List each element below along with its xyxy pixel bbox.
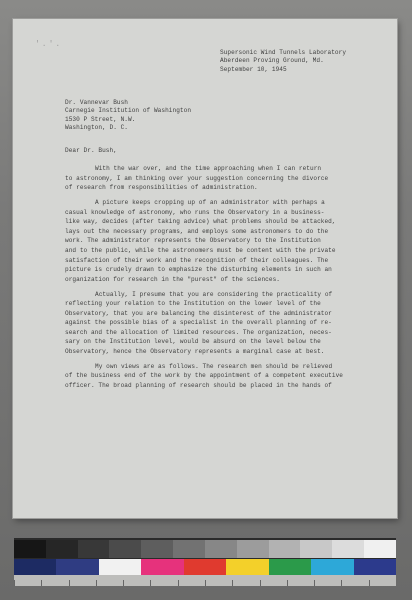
- color-patch-strip: [14, 559, 396, 575]
- text-line: casual knowledge of astronomy, who runs the Observatory in a business-: [65, 208, 325, 216]
- gray-patch: [109, 540, 141, 558]
- text-line: like way, decides (after taking advice) what problems should be attacked,: [65, 218, 336, 226]
- gray-patch: [364, 540, 396, 558]
- gray-patch: [78, 540, 110, 558]
- text-line: Actually, I presume that you are considering the practicality of: [95, 290, 333, 298]
- color-patch: [141, 559, 183, 575]
- text-line: With the war over, and the time approaching when I can return: [95, 165, 322, 172]
- color-calibration-card: [14, 538, 396, 586]
- text-line: of the business end of the work by the appointment of a competent executive: [65, 372, 344, 380]
- measurement-ruler: [14, 575, 396, 586]
- ruler-tick: [69, 580, 96, 586]
- text-line: My own views are as follows. The research men should be relieved: [95, 362, 333, 370]
- text-line: satisfaction of their work and the recognition of their colleagues. The: [65, 256, 329, 264]
- ruler-tick: [341, 580, 368, 586]
- ruler-tick: [14, 580, 41, 586]
- ruler-tick: [150, 580, 177, 586]
- text-line: search and the allocation of limited resources. The organization, neces-: [65, 328, 332, 336]
- ruler-tick: [178, 580, 205, 586]
- gray-patch: [173, 540, 205, 558]
- gray-patch: [300, 540, 332, 558]
- text-line: work. The administrator represents the Observatory to the Institution: [65, 237, 321, 245]
- paragraph: [65, 164, 371, 193]
- recipient-line: Washington, D. C.: [65, 124, 129, 132]
- ruler-tick: [232, 580, 259, 586]
- text-line: of research from responsibilities of administration.: [65, 184, 258, 192]
- color-patch: [99, 559, 141, 575]
- paragraph: [65, 198, 371, 284]
- color-patch: [269, 559, 311, 575]
- ruler-tick: [205, 580, 232, 586]
- recipient-address: [65, 99, 191, 133]
- letter-page: [13, 19, 397, 518]
- ruler-tick: [260, 580, 287, 586]
- text-line: sary on the Institution level, would be absurd on the level below the: [65, 338, 321, 346]
- text-line: Observatory, hence the Observatory represents a marginal case at best.: [65, 348, 325, 356]
- text-line: against the possible bias of a specialist in the overall planning of re-: [65, 319, 332, 327]
- ruler-tick: [41, 580, 68, 586]
- gray-patch: [46, 540, 78, 558]
- color-patch: [184, 559, 226, 575]
- text-line: lays out the necessary programs, and employs some astronomers to do the: [65, 227, 329, 235]
- text-line: A picture keeps cropping up of an administrator with perhaps a: [95, 198, 325, 206]
- gray-patch: [269, 540, 301, 558]
- letterhead: [220, 49, 346, 74]
- ruler-tick: [369, 580, 396, 586]
- color-patch: [354, 559, 396, 575]
- gray-patch: [14, 540, 46, 558]
- recipient-line: Dr. Vannevar Bush: [65, 99, 129, 106]
- color-patch: [56, 559, 98, 575]
- paragraph: [65, 290, 371, 357]
- gray-patch: [332, 540, 364, 558]
- recipient-line: Carnegie Institution of Washington: [65, 107, 192, 115]
- text-line: and to the public, while the astronomers must be content with the private: [65, 246, 336, 254]
- letter-date: September 10, 1945: [220, 65, 287, 73]
- color-patch: [226, 559, 268, 575]
- color-patch: [14, 559, 56, 575]
- text-line: to astronomy, I am thinking over your suggestion concerning the divorce: [65, 174, 329, 182]
- ruler-tick: [96, 580, 123, 586]
- text-line: officer. The broad planning of research should be placed in the hands of: [65, 382, 332, 390]
- ruler-tick: [123, 580, 150, 586]
- color-patch: [311, 559, 353, 575]
- letterhead-line: Supersonic Wind Tunnels Laboratory: [220, 49, 347, 56]
- salutation: Dear Dr. Bush,: [65, 147, 117, 154]
- ruler-tick: [287, 580, 314, 586]
- text-line: Observatory, that you are balancing the disinterest of the administrator: [65, 309, 332, 317]
- letterhead-line: Aberdeen Proving Ground, Md.: [220, 57, 324, 65]
- text-line: picture is crudely drawn to emphasize the disturbing elements in such an: [65, 266, 332, 274]
- gray-scale-strip: [14, 540, 396, 558]
- recipient-line: 1530 P Street, N.W.: [65, 115, 136, 123]
- letter-body: [65, 164, 371, 396]
- gray-patch: [237, 540, 269, 558]
- text-line: reflecting your relation to the Institution on the lower level of the: [65, 300, 321, 308]
- paragraph: [65, 362, 371, 391]
- margin-mark: '.'.: [35, 40, 63, 49]
- text-line: organization for research in the "purest" of the sciences.: [65, 275, 280, 283]
- gray-patch: [141, 540, 173, 558]
- ruler-tick: [314, 580, 341, 586]
- gray-patch: [205, 540, 237, 558]
